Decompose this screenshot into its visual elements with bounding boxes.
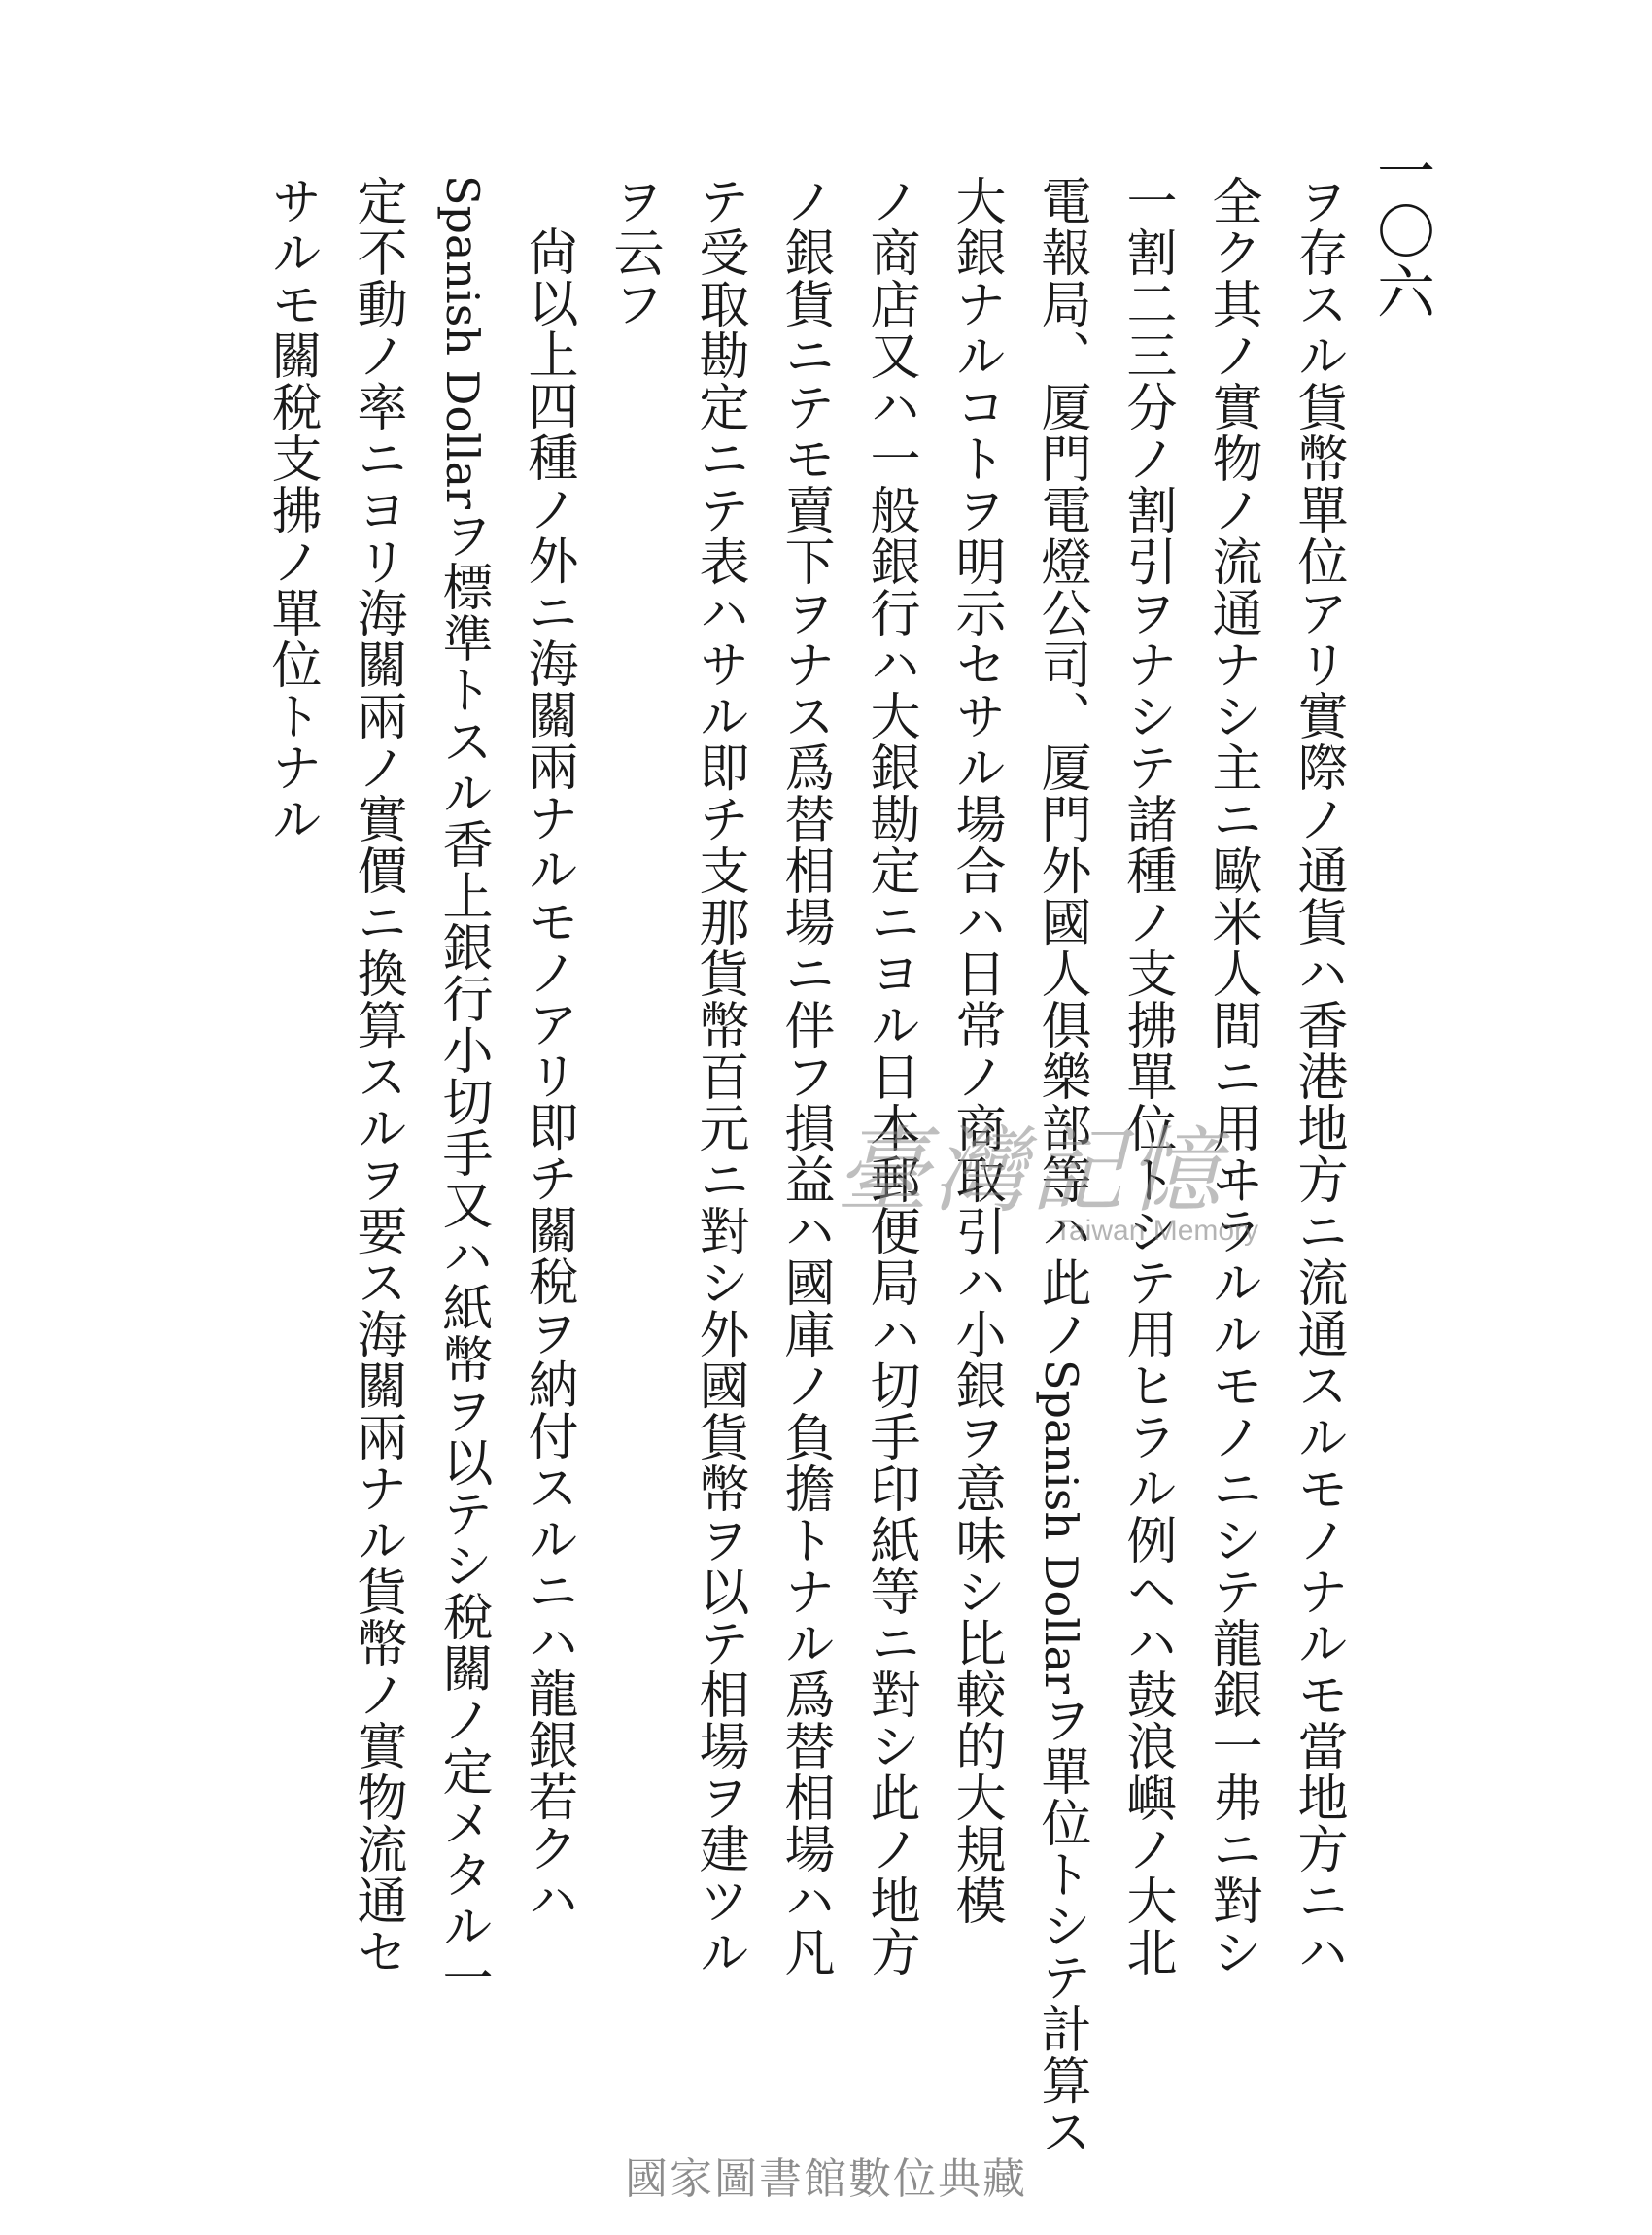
text-column-2: 全ク其ノ實物ノ流通ナシ主ニ歐米人間ニ用ヰラルルモノニシテ龍銀一弗ニ對シ <box>1203 175 1261 1977</box>
text-column-4 <box>1018 175 1104 2157</box>
watermark-subtitle: Taiwan Memory <box>1054 1215 1259 1247</box>
text-column-11 <box>420 175 505 2003</box>
page-number: 一〇六 <box>1367 141 1435 322</box>
spanish-dollar-term: Spanish Dollar <box>1035 1359 1087 1694</box>
watermark-title: 臺灣記憶 <box>836 1117 1224 1225</box>
body-text <box>262 175 1360 2157</box>
text-column-7: ノ銀貨ニテモ賣下ヲナス爲替相場ニ伴フ損益ハ國庫ノ負擔トナル爲替相場ハ凡 <box>775 175 834 1977</box>
column-4-text-after: ヲ單位トシテ計算ス <box>1032 1694 1090 2157</box>
text-column-8: テ受取勘定ニテ表ハサル即チ支那貨幣百元ニ對シ外國貨幣ヲ以テ相場ヲ建ツル <box>690 175 748 1977</box>
text-column-13: サルモ關稅支拂ノ單位トナル <box>262 175 321 844</box>
text-column-5: 大銀ナルコトヲ明示セサル場合ハ日常ノ商取引ハ小銀ヲ意味シ比較的大規模 <box>946 175 1005 1926</box>
taiwan-memory-watermark <box>836 1118 1302 1263</box>
text-column-1: ヲ存スル貨幣單位アリ實際ノ通貨ハ香港地方ニ流通スルモノナルモ當地方ニハ <box>1289 175 1347 1977</box>
column-11-text-after: ヲ標準トスル香上銀行小切手又ハ紙幣ヲ以テシ稅關ノ定メタル一 <box>433 509 492 2003</box>
spanish-dollar-term: Spanish Dollar <box>436 175 489 509</box>
text-column-9: ヲ云フ <box>604 175 663 329</box>
text-column-6: ノ商店又ハ一般銀行ハ大銀勘定ニヨル日本郵便局ハ切手印紙等ニ對シ此ノ地方 <box>861 175 919 1977</box>
text-column-3: 一割二三分ノ割引ヲナシテ諸種ノ支拂單位トシテ用ヒラル例ヘハ鼓浪嶼ノ大北 <box>1118 175 1176 1977</box>
column-4-text-before: 電報局、厦門電燈公司、厦門外國人俱樂部等ハ此ノ <box>1032 175 1090 1359</box>
text-column-10: 尙以上四種ノ外ニ海關兩ナルモノアリ即チ關稅ヲ納付スルニハ龍銀若クハ <box>519 225 577 1925</box>
text-column-12: 定不動ノ率ニヨリ海關兩ノ實價ニ換算スルヲ要ス海關兩ナル貨幣ノ實物流通セ <box>348 175 406 1977</box>
footer-credit: 國家圖書館數位典藏 <box>625 2154 1027 2204</box>
